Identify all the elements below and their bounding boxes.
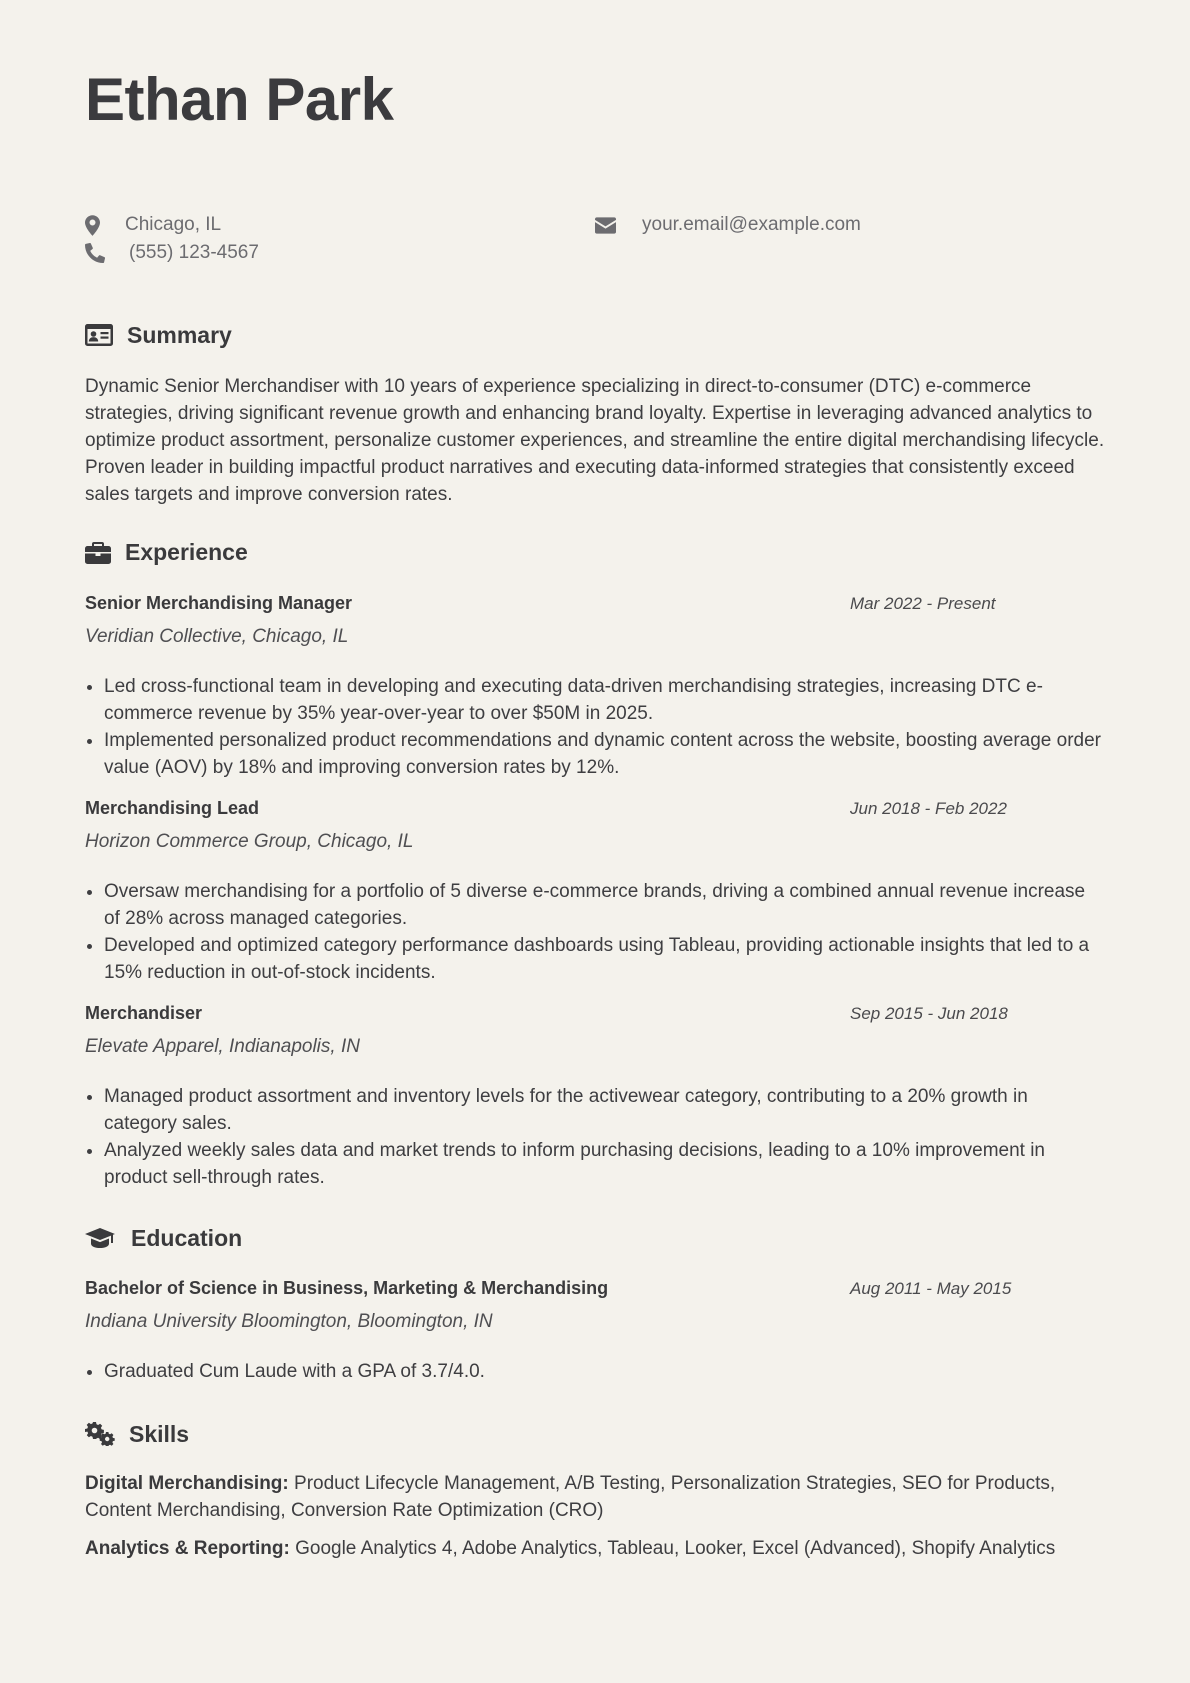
candidate-name: Ethan Park (85, 66, 394, 133)
job-title: Senior Merchandising Manager (85, 593, 353, 613)
summary-heading (85, 323, 232, 347)
school-name: Indiana University Bloomington, Bloomington, IN (85, 1311, 493, 1332)
education-title: Education (131, 1225, 243, 1251)
job-bullets (85, 673, 1105, 781)
contact-location (85, 214, 221, 236)
education-bullets (85, 1358, 1105, 1385)
email-text: your.email@example.com (642, 214, 861, 235)
list-item: Graduated Cum Laude with a GPA of 3.7/4.0. (85, 1358, 1105, 1385)
job-title: Merchandising Lead (85, 798, 260, 818)
phone-text: (555) 123-4567 (129, 242, 259, 263)
education-dates: Aug 2011 - May 2015 (850, 1279, 1012, 1298)
list-item: Implemented personalized product recommendations and dynamic content across the website, boosting average order value (AOV) by 18% and improving conversion rates by 12%. (85, 727, 1105, 781)
job-dates: Sep 2015 - Jun 2018 (850, 1004, 1008, 1023)
skill-row (85, 1535, 1105, 1562)
summary-text: Dynamic Senior Merchandiser with 10 years of experience specializing in direct-to-consumer (DTC) e-commerce strategies, driving significant revenue growth and enhancing brand loyalty. Expertise in leveraging advanced analytics to optimize product assortment, personalize customer experiences, and streamline the entire digital merchandising lifecycle. Proven leader in building impactful product narratives and executing data-informed strategies that consistently exceed sales targets and improve conversion rates. (85, 376, 1105, 505)
job-title: Merchandiser (85, 1003, 203, 1023)
graduation-cap-icon (85, 1228, 115, 1250)
phone-icon (85, 243, 105, 263)
envelope-icon (595, 217, 616, 234)
map-marker-icon (85, 215, 100, 236)
briefcase-icon (85, 542, 111, 564)
job-bullets (85, 878, 1105, 986)
skill-value: Google Analytics 4, Adobe Analytics, Tableau, Looker, Excel (Advanced), Shopify Analytics (295, 1538, 1056, 1559)
job-organization: Horizon Commerce Group, Chicago, IL (85, 831, 414, 852)
gears-icon (85, 1422, 115, 1446)
list-item: Developed and optimized category performance dashboards using Tableau, providing actionable insights that led to a 15% reduction in out-of-stock incidents. (85, 932, 1105, 986)
list-item: Oversaw merchandising for a portfolio of 5 diverse e-commerce brands, driving a combined annual revenue increase of 28% across managed categories. (85, 878, 1105, 932)
list-item: Led cross-functional team in developing and executing data-driven merchandising strategies, increasing DTC e-commerce revenue by 35% year-over-year to over $50M in 2025. (85, 673, 1105, 727)
skill-label: Analytics & Reporting: (85, 1538, 290, 1559)
skills-title: Skills (129, 1420, 190, 1447)
id-card-icon (85, 323, 113, 347)
job-organization: Elevate Apparel, Indianapolis, IN (85, 1036, 360, 1057)
skill-label: Digital Merchandising: (85, 1473, 289, 1494)
job-organization: Veridian Collective, Chicago, IL (85, 626, 349, 647)
job-dates: Jun 2018 - Feb 2022 (850, 799, 1007, 818)
skill-value: Product Lifecycle Management, A/B Testing, Personalization Strategies, SEO for Products, Content Merchandising, Conversion Rate Optimization (CRO) (85, 1473, 1056, 1521)
contact-phone (85, 242, 259, 264)
list-item: Managed product assortment and inventory levels for the activewear category, contributing to a 20% growth in category sales. (85, 1083, 1105, 1137)
education-heading (85, 1227, 242, 1250)
job-dates: Mar 2022 - Present (850, 594, 996, 613)
job-bullets (85, 1083, 1105, 1191)
skills-heading (85, 1422, 189, 1446)
summary-title: Summary (127, 321, 232, 348)
skill-row (85, 1470, 1105, 1524)
list-item: Analyzed weekly sales data and market trends to inform purchasing decisions, leading to a 10% improvement in product sell-through rates. (85, 1137, 1105, 1191)
contact-email (595, 214, 861, 236)
experience-heading (85, 541, 248, 564)
degree-title: Bachelor of Science in Business, Marketing & Merchandising (85, 1278, 609, 1298)
location-text: Chicago, IL (125, 214, 222, 235)
experience-title: Experience (125, 539, 248, 565)
